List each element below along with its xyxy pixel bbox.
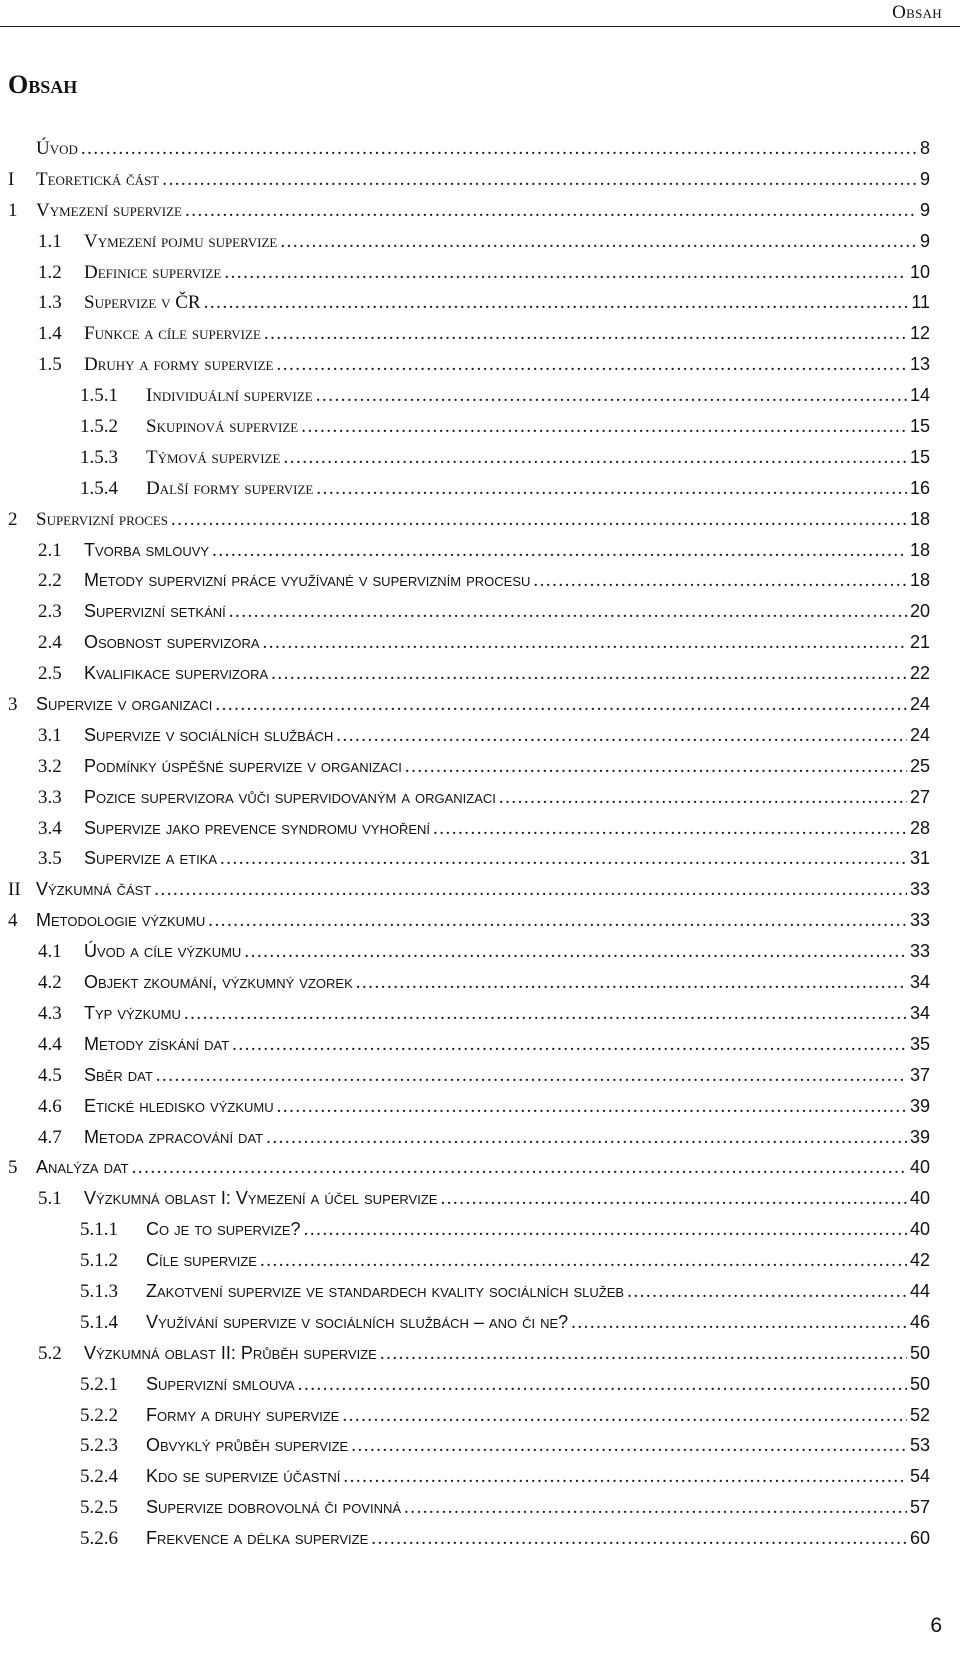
dot-leader xyxy=(343,1466,907,1488)
toc-entry-title: Cíle supervize xyxy=(146,1250,257,1271)
dot-leader xyxy=(220,848,907,870)
toc-entry-title: Co je to supervize? xyxy=(146,1219,301,1240)
toc-entry-number: 5.1 xyxy=(38,1188,62,1210)
toc-entry[interactable] xyxy=(8,1435,930,1466)
toc-entry-page: 9 xyxy=(919,230,930,251)
dot-leader xyxy=(280,231,917,253)
toc-entry-title: Kdo se supervize účastní xyxy=(146,1466,341,1487)
toc-entry-page: 16 xyxy=(909,477,930,498)
toc-entry[interactable] xyxy=(8,1157,930,1188)
toc-entry-page: 15 xyxy=(909,416,930,437)
dot-leader xyxy=(356,972,907,994)
toc-entry-title: Etické hledisko výzkumu xyxy=(84,1095,274,1116)
toc-entry-title: Podmínky úspěšné supervize v organizaci xyxy=(84,755,402,776)
dot-leader xyxy=(316,385,907,407)
dot-leader xyxy=(404,1497,907,1519)
dot-leader xyxy=(371,1528,907,1550)
toc-entry-title: Supervize a etika xyxy=(84,848,218,869)
toc-entry-number: 3.3 xyxy=(38,786,62,808)
toc-entry[interactable] xyxy=(8,540,930,571)
toc-entry-number: 3.5 xyxy=(38,848,62,870)
toc-entry-number: II xyxy=(8,879,21,901)
toc-entry-title: Úvod xyxy=(36,138,78,159)
dot-leader xyxy=(232,1034,907,1056)
toc-entry-title: Sběr dat xyxy=(84,1064,153,1085)
toc-entry-page: 33 xyxy=(909,879,930,900)
toc-entry-page: 21 xyxy=(909,632,930,653)
toc-entry-number: 4.2 xyxy=(38,972,62,994)
toc-entry-title: Skupinová supervize xyxy=(146,416,299,438)
toc-entry[interactable] xyxy=(8,694,930,725)
toc-entry[interactable] xyxy=(8,478,930,509)
toc-entry-title: Druhy a formy supervize xyxy=(84,354,274,376)
running-header: Obsah xyxy=(892,2,942,23)
dot-leader xyxy=(627,1281,907,1303)
dot-leader xyxy=(301,416,907,438)
toc-entry[interactable] xyxy=(8,447,930,478)
toc-entry-page: 20 xyxy=(909,601,930,622)
toc-entry-page: 60 xyxy=(909,1528,930,1549)
toc-entry-page: 25 xyxy=(909,755,930,776)
dot-leader xyxy=(162,169,917,191)
dot-leader xyxy=(271,663,907,685)
toc-entry[interactable] xyxy=(8,848,930,879)
dot-leader xyxy=(440,1188,907,1210)
toc-entry-page: 15 xyxy=(909,446,930,467)
toc-entry-number: 5.2.6 xyxy=(80,1528,118,1550)
toc-entry-page: 40 xyxy=(909,1219,930,1240)
toc-entry-title: Úvod a cíle výzkumu xyxy=(84,941,242,962)
toc-entry-page: 9 xyxy=(919,199,930,220)
toc-entry-title: Tvorba smlouvy xyxy=(84,539,210,560)
dot-leader xyxy=(298,1374,907,1396)
toc-entry-number: 4 xyxy=(8,910,18,932)
toc-entry[interactable] xyxy=(8,910,930,941)
dot-leader xyxy=(405,756,907,778)
toc-entry[interactable] xyxy=(8,1003,930,1034)
toc-entry[interactable] xyxy=(8,323,930,354)
toc-entry-page: 14 xyxy=(909,385,930,406)
toc-entry-title: Osobnost supervizora xyxy=(84,632,260,653)
toc-entry-number: 2.5 xyxy=(38,663,62,685)
toc-entry-number: 4.3 xyxy=(38,1002,62,1024)
toc-entry[interactable] xyxy=(8,1405,930,1436)
toc-entry[interactable] xyxy=(8,1466,930,1497)
toc-entry[interactable] xyxy=(8,1528,930,1559)
toc-entry-page: 27 xyxy=(909,786,930,807)
toc-entry-number: 4.7 xyxy=(38,1126,62,1148)
toc-entry[interactable] xyxy=(8,1281,930,1312)
toc-entry[interactable] xyxy=(8,663,930,694)
toc-entry-page: 33 xyxy=(909,910,930,931)
toc-entry-page: 40 xyxy=(909,1157,930,1178)
toc-entry-page: 53 xyxy=(909,1435,930,1456)
toc-entry[interactable] xyxy=(8,725,930,756)
toc-entry-page: 57 xyxy=(909,1497,930,1518)
toc-entry-number: 1.5 xyxy=(38,354,62,376)
toc-entry-number: 1.5.3 xyxy=(80,446,118,468)
toc-entry-number: 2.3 xyxy=(38,601,62,623)
dot-leader xyxy=(380,1343,907,1365)
table-of-contents xyxy=(8,138,930,1559)
toc-entry-page: 34 xyxy=(909,972,930,993)
dot-leader xyxy=(336,725,907,747)
toc-entry[interactable] xyxy=(8,509,930,540)
toc-entry-number: 5.1.2 xyxy=(80,1250,118,1272)
toc-entry-page: 11 xyxy=(911,292,930,313)
toc-entry-page: 34 xyxy=(909,1002,930,1023)
toc-entry-page: 18 xyxy=(909,508,930,529)
toc-entry-title: Analýza dat xyxy=(36,1157,129,1178)
toc-entry[interactable] xyxy=(8,354,930,385)
toc-entry-page: 10 xyxy=(909,261,930,282)
toc-entry-title: Metody supervizní práce využívané v supervizním procesu xyxy=(84,570,531,591)
toc-entry[interactable] xyxy=(8,1250,930,1281)
toc-entry-number: 1.5.2 xyxy=(80,416,118,438)
dot-leader xyxy=(215,694,907,716)
toc-entry-number: 5.1.4 xyxy=(80,1311,118,1333)
toc-entry-number: 4.6 xyxy=(38,1095,62,1117)
dot-leader xyxy=(264,323,907,345)
toc-entry-number: 4.4 xyxy=(38,1033,62,1055)
toc-entry-page: 9 xyxy=(919,168,930,189)
toc-entry-number: 1 xyxy=(8,199,18,221)
dot-leader xyxy=(276,354,907,376)
toc-entry-number: 2 xyxy=(8,508,18,530)
toc-entry-title: Definice supervize xyxy=(84,261,222,283)
dot-leader xyxy=(304,1219,907,1241)
toc-entry-number: 5.2.2 xyxy=(80,1404,118,1426)
toc-entry-title: Obvyklý průběh supervize xyxy=(146,1435,349,1456)
toc-entry-title: Supervize v organizaci xyxy=(36,694,213,715)
toc-entry[interactable] xyxy=(8,385,930,416)
toc-entry[interactable] xyxy=(8,200,930,231)
dot-leader xyxy=(185,200,917,222)
dot-leader xyxy=(212,540,907,562)
toc-entry[interactable] xyxy=(8,787,930,818)
toc-entry-number: 5.2 xyxy=(38,1342,62,1364)
toc-entry-page: 54 xyxy=(909,1466,930,1487)
dot-leader xyxy=(224,262,907,284)
toc-entry[interactable] xyxy=(8,262,930,293)
dot-leader xyxy=(204,292,909,314)
toc-entry-title: Supervizní setkání xyxy=(84,601,226,622)
toc-entry[interactable] xyxy=(8,1034,930,1065)
toc-entry-title: Individuální supervize xyxy=(146,385,313,407)
dot-leader xyxy=(81,138,917,160)
toc-entry-page: 44 xyxy=(909,1280,930,1301)
dot-leader xyxy=(342,1405,907,1427)
toc-entry-title: Výzkumná část xyxy=(36,879,152,900)
toc-entry-number: 5.2.1 xyxy=(80,1373,118,1395)
toc-entry[interactable] xyxy=(8,879,930,910)
toc-entry-number: 4.1 xyxy=(38,941,62,963)
toc-entry[interactable] xyxy=(8,292,930,323)
toc-entry-page: 28 xyxy=(909,817,930,838)
toc-entry[interactable] xyxy=(8,972,930,1003)
toc-entry-title: Vymezení pojmu supervize xyxy=(84,230,278,252)
toc-entry-number: 1.2 xyxy=(38,261,62,283)
toc-entry-title: Další formy supervize xyxy=(146,477,314,499)
dot-leader xyxy=(433,818,907,840)
toc-entry-number: 1.3 xyxy=(38,292,62,314)
toc-entry-page: 52 xyxy=(909,1404,930,1425)
toc-entry[interactable] xyxy=(8,570,930,601)
toc-entry-title: Objekt zkoumání, výzkumný vzorek xyxy=(84,972,353,993)
toc-entry[interactable] xyxy=(8,818,930,849)
toc-entry-page: 13 xyxy=(909,354,930,375)
toc-entry-page: 24 xyxy=(909,724,930,745)
dot-leader xyxy=(156,1065,907,1087)
dot-leader xyxy=(229,601,907,623)
toc-entry-title: Funkce a cíle supervize xyxy=(84,323,261,345)
toc-entry[interactable] xyxy=(8,1127,930,1158)
toc-entry-title: Využívání supervize v sociálních službách – ano či ne? xyxy=(146,1311,569,1332)
toc-entry-page: 50 xyxy=(909,1342,930,1363)
toc-entry[interactable] xyxy=(8,416,930,447)
toc-title: Obsah xyxy=(8,70,78,99)
toc-entry[interactable] xyxy=(8,1096,930,1127)
toc-entry[interactable] xyxy=(8,601,930,632)
toc-entry-page: 12 xyxy=(909,323,930,344)
dot-leader xyxy=(277,1096,907,1118)
dot-leader xyxy=(316,478,907,500)
toc-entry-page: 24 xyxy=(909,694,930,715)
toc-entry-title: Supervize v sociálních službách xyxy=(84,724,334,745)
toc-entry[interactable] xyxy=(8,169,930,200)
dot-leader xyxy=(266,1127,907,1149)
toc-entry-title: Výzkumná oblast II: Průběh supervize xyxy=(84,1342,377,1363)
dot-leader xyxy=(284,447,907,469)
toc-entry-page: 46 xyxy=(909,1311,930,1332)
dot-leader xyxy=(184,1003,907,1025)
toc-entry-number: 3.1 xyxy=(38,724,62,746)
toc-entry-title: Týmová supervize xyxy=(146,446,281,468)
toc-entry-number: 3.2 xyxy=(38,755,62,777)
toc-entry-number: 1.5.1 xyxy=(80,385,118,407)
dot-leader xyxy=(499,787,907,809)
dot-leader xyxy=(244,941,907,963)
toc-entry-page: 50 xyxy=(909,1373,930,1394)
dot-leader xyxy=(533,570,907,592)
toc-entry[interactable] xyxy=(8,1065,930,1096)
dot-leader xyxy=(154,879,907,901)
toc-entry-page: 18 xyxy=(909,539,930,560)
toc-entry-title: Zakotvení supervize ve standardech kvality sociálních služeb xyxy=(146,1280,625,1301)
toc-entry-title: Teoretická část xyxy=(36,168,160,190)
toc-entry[interactable] xyxy=(8,941,930,972)
toc-entry-title: Supervize v ČR xyxy=(84,292,201,314)
toc-entry-title: Výzkumná oblast I: Vymezení a účel supervize xyxy=(84,1188,438,1209)
toc-entry-number: 2.4 xyxy=(38,632,62,654)
toc-entry-number: 3 xyxy=(8,694,18,716)
toc-entry-number: 4.5 xyxy=(38,1064,62,1086)
dot-leader xyxy=(208,910,907,932)
page-number: 6 xyxy=(930,1614,942,1637)
toc-entry-title: Frekvence a délka supervize xyxy=(146,1528,369,1549)
toc-entry-title: Supervizní smlouva xyxy=(146,1373,295,1394)
dot-leader xyxy=(132,1157,907,1179)
toc-entry-title: Pozice supervizora vůči supervidovaným a organizaci xyxy=(84,786,496,807)
toc-entry-page: 33 xyxy=(909,941,930,962)
toc-entry-title: Supervize jako prevence syndromu vyhoření xyxy=(84,817,430,838)
toc-entry[interactable] xyxy=(8,1219,930,1250)
toc-entry-number: 5 xyxy=(8,1157,18,1179)
toc-entry-title: Metoda zpracování dat xyxy=(84,1126,264,1147)
toc-entry-page: 37 xyxy=(909,1064,930,1085)
toc-entry-number: 2.1 xyxy=(38,539,62,561)
toc-entry-page: 39 xyxy=(909,1095,930,1116)
toc-entry-page: 35 xyxy=(909,1033,930,1054)
toc-entry-title: Supervize dobrovolná či povinná xyxy=(146,1497,402,1518)
toc-entry-page: 40 xyxy=(909,1188,930,1209)
header-rule xyxy=(0,26,960,27)
dot-leader xyxy=(351,1435,907,1457)
toc-entry[interactable] xyxy=(8,1343,930,1374)
toc-entry-title: Typ výzkumu xyxy=(84,1002,181,1023)
dot-leader xyxy=(171,509,907,531)
toc-entry-number: 3.4 xyxy=(38,817,62,839)
toc-entry-page: 22 xyxy=(909,663,930,684)
toc-entry-title: Vymezení supervize xyxy=(36,199,182,221)
toc-entry-number: 1.1 xyxy=(38,230,62,252)
toc-entry-page: 42 xyxy=(909,1250,930,1271)
toc-entry-title: Formy a druhy supervize xyxy=(146,1404,340,1425)
toc-entry-number: I xyxy=(8,168,15,190)
toc-entry[interactable] xyxy=(8,1312,930,1343)
dot-leader xyxy=(263,632,907,654)
toc-entry-number: 5.2.4 xyxy=(80,1466,118,1488)
toc-entry-title: Metody získání dat xyxy=(84,1033,230,1054)
toc-entry[interactable] xyxy=(8,1374,930,1405)
toc-entry-title: Supervizní proces xyxy=(36,508,169,530)
toc-entry[interactable] xyxy=(8,1188,930,1219)
toc-entry-page: 39 xyxy=(909,1126,930,1147)
toc-entry-page: 18 xyxy=(909,570,930,591)
toc-entry[interactable] xyxy=(8,632,930,663)
dot-leader xyxy=(260,1250,907,1272)
toc-entry-number: 1.4 xyxy=(38,323,62,345)
toc-entry-page: 31 xyxy=(909,848,930,869)
toc-entry-number: 5.2.5 xyxy=(80,1497,118,1519)
dot-leader xyxy=(571,1312,907,1334)
toc-entry-title: Kvalifikace supervizora xyxy=(84,663,269,684)
toc-entry-number: 1.5.4 xyxy=(80,477,118,499)
toc-entry-number: 2.2 xyxy=(38,570,62,592)
toc-entry[interactable] xyxy=(8,756,930,787)
toc-entry-number: 5.1.1 xyxy=(80,1219,118,1241)
toc-entry-number: 5.1.3 xyxy=(80,1280,118,1302)
toc-entry-page: 8 xyxy=(919,138,930,158)
toc-entry[interactable] xyxy=(8,138,930,169)
toc-entry[interactable] xyxy=(8,1497,930,1528)
toc-entry-title: Metodologie výzkumu xyxy=(36,910,206,931)
toc-entry-number: 5.2.3 xyxy=(80,1435,118,1457)
toc-entry[interactable] xyxy=(8,231,930,262)
